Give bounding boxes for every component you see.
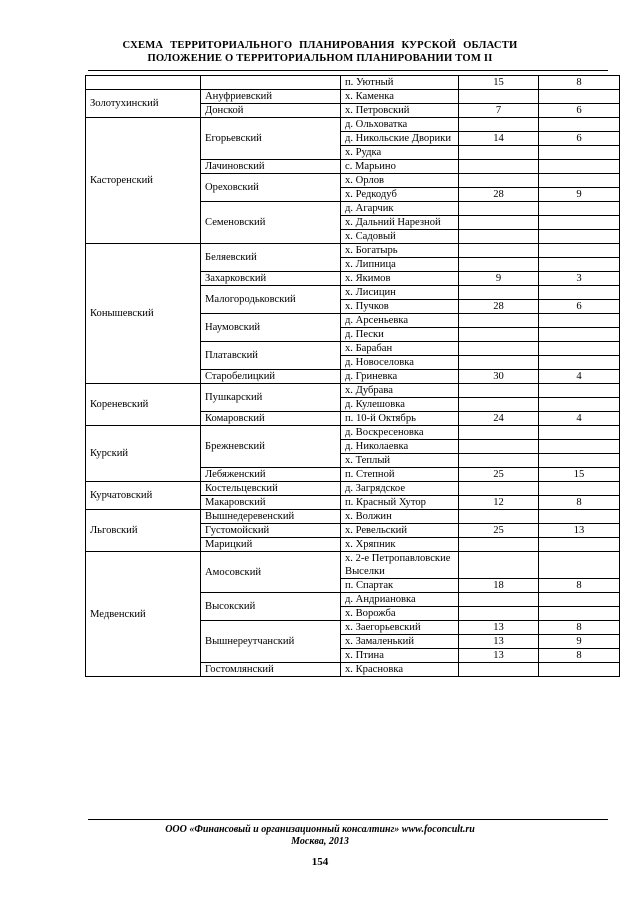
value-cell-1: 25: [459, 524, 539, 538]
settlement-cell: х. Лисицин: [341, 286, 459, 300]
value-cell-2: 9: [539, 188, 620, 202]
settlement-cell: х. Птина: [341, 649, 459, 663]
value-cell-1: [459, 216, 539, 230]
council-cell: Макаровский: [201, 496, 341, 510]
footer-divider: [88, 819, 608, 820]
district-cell: Касторенский: [86, 118, 201, 244]
value-cell-1: 13: [459, 635, 539, 649]
settlements-table-body: [86, 76, 620, 677]
settlement-cell: д. Новоселовка: [341, 356, 459, 370]
value-cell-2: 8: [539, 621, 620, 635]
settlement-cell: х. Садовый: [341, 230, 459, 244]
settlement-cell: х. Орлов: [341, 174, 459, 188]
value-cell-1: [459, 384, 539, 398]
value-cell-1: [459, 258, 539, 272]
value-cell-2: 8: [539, 649, 620, 663]
value-cell-2: [539, 454, 620, 468]
value-cell-2: [539, 146, 620, 160]
value-cell-1: [459, 398, 539, 412]
value-cell-1: [459, 593, 539, 607]
value-cell-1: 18: [459, 579, 539, 593]
council-cell: Егорьевский: [201, 118, 341, 160]
council-cell: Лачиновский: [201, 160, 341, 174]
district-cell: Медвенский: [86, 552, 201, 677]
value-cell-2: [539, 342, 620, 356]
council-cell: Высокский: [201, 593, 341, 621]
settlement-cell: х. Петровский: [341, 104, 459, 118]
settlement-cell: д. Арсеньевка: [341, 314, 459, 328]
council-cell: Старобелицкий: [201, 370, 341, 384]
value-cell-2: [539, 160, 620, 174]
value-cell-1: [459, 482, 539, 496]
settlement-cell: х. Редкодуб: [341, 188, 459, 202]
settlement-cell: д. Пески: [341, 328, 459, 342]
value-cell-1: 9: [459, 272, 539, 286]
value-cell-1: [459, 356, 539, 370]
value-cell-2: 8: [539, 76, 620, 90]
value-cell-2: [539, 258, 620, 272]
value-cell-1: [459, 286, 539, 300]
value-cell-1: [459, 607, 539, 621]
settlement-cell: х. Барабан: [341, 342, 459, 356]
value-cell-2: 9: [539, 635, 620, 649]
value-cell-2: [539, 244, 620, 258]
value-cell-2: 4: [539, 412, 620, 426]
settlement-cell: п. Красный Хутор: [341, 496, 459, 510]
value-cell-1: [459, 160, 539, 174]
council-cell: Марицкий: [201, 538, 341, 552]
settlement-cell: х. Теплый: [341, 454, 459, 468]
settlement-cell: х. Ревельский: [341, 524, 459, 538]
settlement-cell: д. Загрядское: [341, 482, 459, 496]
value-cell-1: [459, 230, 539, 244]
table-row: [86, 426, 620, 440]
value-cell-2: [539, 356, 620, 370]
document-title: СХЕМА ТЕРРИТОРИАЛЬНОГО ПЛАНИРОВАНИЯ КУРСКОЙ ОБЛАСТИ: [122, 40, 518, 51]
district-cell: Курский: [86, 426, 201, 482]
value-cell-2: [539, 90, 620, 104]
value-cell-1: 15: [459, 76, 539, 90]
settlement-cell: п. Степной: [341, 468, 459, 482]
settlement-cell: д. Андриановка: [341, 593, 459, 607]
settlement-cell: х. Красновка: [341, 663, 459, 677]
value-cell-2: 4: [539, 370, 620, 384]
settlement-cell: х. Липница: [341, 258, 459, 272]
council-cell: Ореховский: [201, 174, 341, 202]
table-row: [86, 76, 620, 90]
district-cell: Льговский: [86, 510, 201, 552]
footer-company: ООО «Финансовый и организационный консалтинг» www.foconcult.ru: [165, 824, 475, 835]
value-cell-1: [459, 454, 539, 468]
settlement-cell: х. Пучков: [341, 300, 459, 314]
value-cell-2: 3: [539, 272, 620, 286]
settlement-cell: х. Ворожба: [341, 607, 459, 621]
settlement-cell: х. Волжин: [341, 510, 459, 524]
page-number: 154: [311, 856, 329, 868]
council-cell: Беляевский: [201, 244, 341, 272]
council-cell: Амосовский: [201, 552, 341, 593]
council-cell: Платавский: [201, 342, 341, 370]
council-cell: Густомойский: [201, 524, 341, 538]
table-row: [86, 482, 620, 496]
settlement-cell: х. Каменка: [341, 90, 459, 104]
settlement-cell: х. Якимов: [341, 272, 459, 286]
table-row: [86, 90, 620, 104]
value-cell-1: 28: [459, 188, 539, 202]
value-cell-2: [539, 482, 620, 496]
document-subtitle: ПОЛОЖЕНИЕ О ТЕРРИТОРИАЛЬНОМ ПЛАНИРОВАНИИ ТОМ II: [147, 53, 493, 64]
value-cell-1: [459, 118, 539, 132]
table-row: [86, 244, 620, 258]
table-row: [86, 510, 620, 524]
table-row: [86, 552, 620, 579]
settlement-cell: х. Рудка: [341, 146, 459, 160]
value-cell-1: [459, 440, 539, 454]
settlements-table: [85, 75, 620, 677]
council-cell: Донской: [201, 104, 341, 118]
value-cell-2: 6: [539, 104, 620, 118]
value-cell-2: [539, 607, 620, 621]
settlement-cell: с. Марьино: [341, 160, 459, 174]
value-cell-2: [539, 440, 620, 454]
footer-city-year: Москва, 2013: [291, 836, 349, 847]
value-cell-2: 13: [539, 524, 620, 538]
value-cell-2: [539, 510, 620, 524]
district-cell: Конышевский: [86, 244, 201, 384]
value-cell-1: [459, 90, 539, 104]
value-cell-2: [539, 593, 620, 607]
value-cell-1: [459, 146, 539, 160]
settlement-cell: п. Спартак: [341, 579, 459, 593]
council-cell: Гостомлянский: [201, 663, 341, 677]
value-cell-1: 25: [459, 468, 539, 482]
value-cell-2: 15: [539, 468, 620, 482]
value-cell-1: 14: [459, 132, 539, 146]
settlement-cell: д. Воскресеновка: [341, 426, 459, 440]
value-cell-1: 7: [459, 104, 539, 118]
table-row: [86, 384, 620, 398]
table-row: [86, 118, 620, 132]
settlement-cell: х. Заегорьевский: [341, 621, 459, 635]
value-cell-2: [539, 663, 620, 677]
value-cell-2: [539, 328, 620, 342]
value-cell-2: [539, 314, 620, 328]
value-cell-2: [539, 230, 620, 244]
value-cell-1: 13: [459, 649, 539, 663]
district-cell: Кореневский: [86, 384, 201, 426]
value-cell-2: [539, 384, 620, 398]
value-cell-1: 30: [459, 370, 539, 384]
settlement-cell: д. Николаевка: [341, 440, 459, 454]
header-divider: [88, 70, 608, 71]
settlement-cell: х. Замаленький: [341, 635, 459, 649]
value-cell-1: 24: [459, 412, 539, 426]
value-cell-1: [459, 510, 539, 524]
value-cell-1: 12: [459, 496, 539, 510]
value-cell-2: 6: [539, 300, 620, 314]
value-cell-2: [539, 202, 620, 216]
settlement-cell: х. Дубрава: [341, 384, 459, 398]
council-cell: Вышнереутчанский: [201, 621, 341, 663]
council-cell: Наумовский: [201, 314, 341, 342]
council-cell: Захарковский: [201, 272, 341, 286]
value-cell-2: [539, 398, 620, 412]
council-cell: Семеновский: [201, 202, 341, 244]
value-cell-2: 8: [539, 579, 620, 593]
council-cell: Комаровский: [201, 412, 341, 426]
value-cell-2: [539, 426, 620, 440]
value-cell-1: [459, 174, 539, 188]
council-cell: Лебяженский: [201, 468, 341, 482]
settlement-cell: п. Уютный: [341, 76, 459, 90]
value-cell-2: [539, 118, 620, 132]
value-cell-1: [459, 244, 539, 258]
value-cell-2: 6: [539, 132, 620, 146]
value-cell-1: [459, 202, 539, 216]
settlement-cell: д. Гриневка: [341, 370, 459, 384]
district-cell: Курчатовский: [86, 482, 201, 510]
value-cell-1: [459, 426, 539, 440]
value-cell-2: [539, 552, 620, 579]
value-cell-1: 28: [459, 300, 539, 314]
council-cell: Малогородьковский: [201, 286, 341, 314]
settlement-cell: д. Никольские Дворики: [341, 132, 459, 146]
settlement-cell: х. 2-е Петропавловские Выселки: [341, 552, 459, 579]
settlement-cell: х. Хряпник: [341, 538, 459, 552]
council-cell: Вышнедеревенский: [201, 510, 341, 524]
settlement-cell: х. Богатырь: [341, 244, 459, 258]
council-cell: [201, 76, 341, 90]
settlement-cell: д. Агарчик: [341, 202, 459, 216]
settlement-cell: д. Ольховатка: [341, 118, 459, 132]
council-cell: Брежневский: [201, 426, 341, 468]
value-cell-1: [459, 538, 539, 552]
council-cell: Костельцевский: [201, 482, 341, 496]
value-cell-1: [459, 328, 539, 342]
council-cell: Ануфриевский: [201, 90, 341, 104]
value-cell-2: [539, 538, 620, 552]
value-cell-2: [539, 216, 620, 230]
value-cell-1: [459, 552, 539, 579]
value-cell-2: [539, 286, 620, 300]
value-cell-1: [459, 663, 539, 677]
settlement-cell: х. Дальний Нарезной: [341, 216, 459, 230]
value-cell-1: 13: [459, 621, 539, 635]
district-cell: Золотухинский: [86, 90, 201, 118]
value-cell-1: [459, 314, 539, 328]
value-cell-2: 8: [539, 496, 620, 510]
value-cell-1: [459, 342, 539, 356]
value-cell-2: [539, 174, 620, 188]
settlement-cell: п. 10-й Октябрь: [341, 412, 459, 426]
settlement-cell: д. Кулешовка: [341, 398, 459, 412]
council-cell: Пушкарский: [201, 384, 341, 412]
district-cell: [86, 76, 201, 90]
